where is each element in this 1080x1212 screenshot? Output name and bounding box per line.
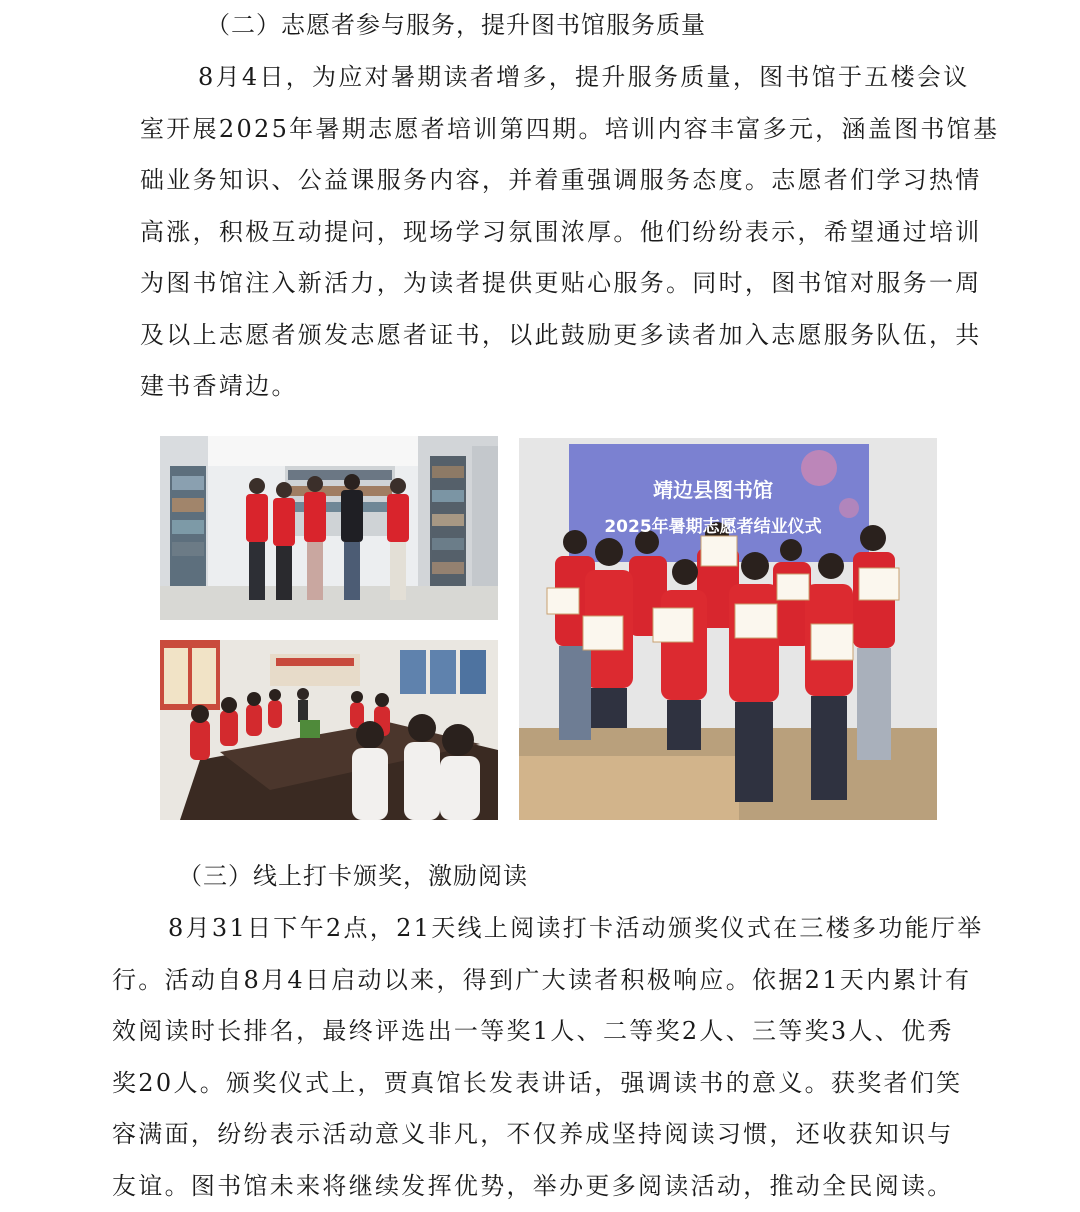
ceremony-banner-subtitle: 2025年暑期志愿者结业仪式 (604, 517, 822, 537)
paragraph-volunteer-training (140, 52, 1000, 413)
text-line: 8月4日，为应对暑期读者增多，提升服务质量，图书馆于五楼会议 (198, 63, 970, 91)
text-line: 及以上志愿者颁发志愿者证书，以此鼓励更多读者加入志愿服务队伍，共 (140, 320, 982, 349)
photo-training-meeting (160, 640, 498, 820)
photo-volunteers-in-stacks (160, 436, 498, 620)
text-line: 础业务知识、公益课服务内容，并着重强调服务态度。志愿者们学习热情 (140, 166, 982, 194)
paragraph-reading-awards (112, 903, 984, 1212)
section-heading-volunteer-service: （二）志愿者参与服务，提升图书馆服务质量 (206, 11, 706, 39)
text-line: 为图书馆注入新活力，为读者提供更贴心服务。同时，图书馆对服务一周 (140, 269, 982, 297)
ceremony-banner-title: 靖边县图书馆 (653, 478, 773, 502)
section-heading-online-checkin: （三）线上打卡颁奖，激励阅读 (178, 862, 528, 890)
text-line: 建书香靖边。 (140, 372, 298, 400)
text-line: 8月31日下午2点，21天线上阅读打卡活动颁奖仪式在三楼多功能厅举 (168, 914, 984, 942)
text-line: 效阅读时长排名，最终评选出一等奖1人、二等奖2人、三等奖3人、优秀 (112, 1017, 954, 1045)
text-line: 奖20人。颁奖仪式上，贾真馆长发表讲话，强调读书的意义。获奖者们笑 (112, 1068, 963, 1097)
text-line: 室开展2025年暑期志愿者培训第四期。培训内容丰富多元，涵盖图书馆基 (140, 114, 1000, 143)
text-line: 行。活动自8月4日启动以来，得到广大读者积极响应。依据21天内累计有 (112, 965, 972, 994)
text-line: 容满面，纷纷表示活动意义非凡，不仅养成坚持阅读习惯，还收获知识与 (112, 1120, 954, 1148)
text-line: 友谊。图书馆未来将继续发挥优势，举办更多阅读活动，推动全民阅读。 (112, 1171, 954, 1200)
photo-graduation-ceremony (519, 438, 937, 820)
text-line: 高涨，积极互动提问，现场学习氛围浓厚。他们纷纷表示，希望通过培训 (140, 217, 982, 246)
